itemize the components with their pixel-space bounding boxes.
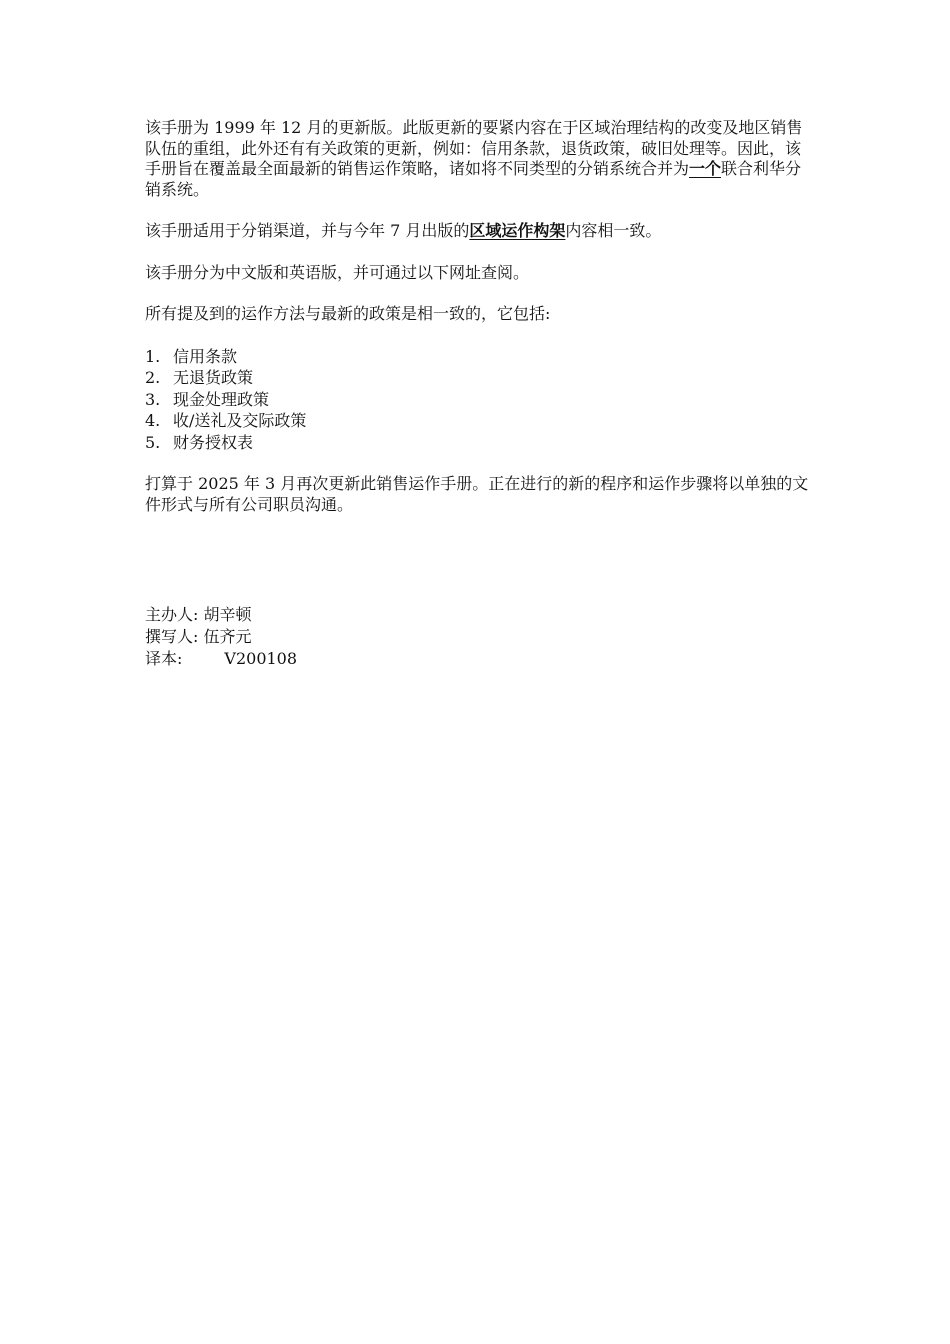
scope-text-end: 内容相一致。 (565, 221, 662, 240)
policy-list (145, 346, 810, 454)
list-item (145, 367, 810, 389)
list-item-number: 5. (145, 432, 161, 452)
versions-paragraph: 该手册分为中文版和英语版，并可通过以下网址查阅。 (145, 262, 530, 282)
list-item-text: 现金处理政策 (173, 389, 270, 409)
organizer-name: 胡辛顿 (203, 605, 252, 624)
list-item-number: 3. (145, 389, 161, 409)
list-item (145, 432, 810, 454)
writer-label: 撰写人: (145, 627, 199, 646)
document-body (145, 118, 810, 670)
version-row (145, 648, 810, 670)
intro-emphasis: 一个 (689, 159, 722, 178)
intro-text-start: 该手册为 1999 年 12 月的更新版。此版更新的要紧内容在于区域治理结构的改变及地区销售队伍的重组，此外还有有关政策的更新，例如：信用条款，退货政策，破旧处理等。因此，该手册旨在覆盖最全面最新的销售运作策略，诸如将不同类型的分销系统合并为 (145, 118, 803, 178)
list-item (145, 346, 810, 368)
scope-paragraph (145, 221, 810, 242)
version-label: 译本: (145, 649, 183, 668)
writer-name: 伍齐元 (203, 627, 252, 646)
intro-paragraph (145, 118, 810, 200)
scope-text-start: 该手册适用于分销渠道，并与今年 7 月出版的 (145, 221, 470, 240)
list-item-number: 1. (145, 346, 161, 366)
list-item-number: 4. (145, 411, 161, 430)
version-number: V200108 (224, 649, 298, 668)
includes-paragraph: 所有提及到的运作方法与最新的政策是相一致的，它包括: (145, 304, 551, 323)
organizer-row (145, 604, 810, 626)
signature-block (145, 604, 810, 670)
list-item-text: 收/送礼及交际政策 (173, 411, 307, 430)
list-item (145, 410, 810, 432)
organizer-label: 主办人: (145, 605, 199, 624)
list-item-text: 财务授权表 (173, 432, 254, 452)
writer-row (145, 626, 810, 648)
list-item-number: 2. (145, 368, 161, 387)
list-item-text: 无退货政策 (173, 368, 254, 387)
signature-spacer (145, 536, 810, 604)
list-item (145, 389, 810, 411)
update-plan-paragraph: 打算于 2025 年 3 月再次更新此销售运作手册。正在进行的新的程序和运作步骤将以单独的文件形式与所有公司职员沟通。 (145, 474, 809, 514)
intro-text-end: 联合利华分销系统。 (145, 159, 802, 199)
list-item-text: 信用条款 (173, 346, 238, 366)
scope-emphasis: 区域运作构架 (469, 221, 566, 240)
